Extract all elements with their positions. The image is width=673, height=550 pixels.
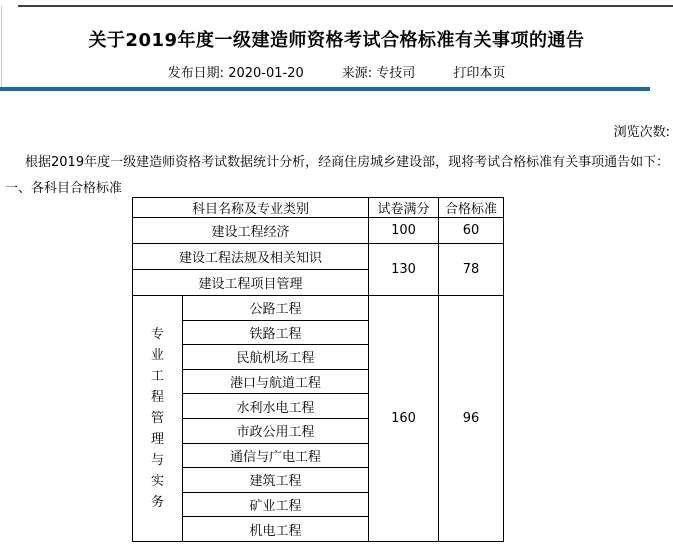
- table-header-row: [133, 198, 504, 218]
- publish-date-value: 2020-01-20: [228, 66, 304, 81]
- fullscore-cell: 130: [369, 244, 439, 296]
- subject-cell: 建设工程法规及相关知识: [133, 244, 369, 270]
- source-value: 专技司: [376, 66, 416, 81]
- passscore-cell: 78: [439, 244, 504, 296]
- header-top-border: [18, 5, 673, 7]
- blue-divider-bar: [0, 87, 650, 91]
- subject-cell: 机电工程: [183, 517, 369, 542]
- publish-date: [168, 62, 304, 81]
- vertical-group-label-cell: [133, 296, 183, 542]
- passscore-cell: 96: [439, 296, 504, 542]
- fullscore-cell: 160: [369, 296, 439, 542]
- views-counter: 浏览次数:: [613, 125, 670, 140]
- header-fullscore-cell: 试卷满分: [369, 198, 439, 218]
- source-label: 来源:: [341, 66, 373, 81]
- meta-bar: [0, 62, 673, 81]
- subject-cell: 铁路工程: [183, 320, 369, 345]
- table-row: [133, 218, 504, 244]
- subject-cell: 建设工程项目管理: [133, 270, 369, 296]
- notice-title: 关于2019年度一级建造师资格考试合格标准有关事项的通告: [88, 30, 585, 51]
- passscore-cell: 60: [439, 218, 504, 244]
- subject-cell: 矿业工程: [183, 492, 369, 517]
- subject-cell: 民航机场工程: [183, 345, 369, 370]
- subject-cell: 通信与广电工程: [183, 443, 369, 468]
- subject-cell: 港口与航道工程: [183, 369, 369, 394]
- vertical-group-label: 专业工程管理与实务: [150, 327, 164, 510]
- table-row: [133, 244, 504, 270]
- subject-cell: 公路工程: [183, 296, 369, 321]
- section-heading: 一、各科目合格标准: [5, 181, 123, 196]
- subject-cell: 市政公用工程: [183, 418, 369, 443]
- pass-standard-table: [132, 197, 504, 542]
- subject-cell: 水利水电工程: [183, 394, 369, 419]
- intro-paragraph: 根据2019年度一级建造师资格考试数据统计分析，经商住房城乡建设部，现将考试合格标准有关事项通告如下：: [25, 155, 670, 170]
- header-passscore-cell: 合格标准: [439, 198, 504, 218]
- source: [342, 62, 416, 81]
- subject-cell: 建筑工程: [183, 468, 369, 493]
- print-page-link[interactable]: 打印本页: [453, 66, 506, 81]
- fullscore-cell: 100: [369, 218, 439, 244]
- header-subject-cell: 科目名称及专业类别: [133, 198, 369, 218]
- subject-cell: 建设工程经济: [133, 218, 369, 244]
- publish-date-label: 发布日期:: [167, 66, 225, 81]
- table-row: [133, 296, 504, 321]
